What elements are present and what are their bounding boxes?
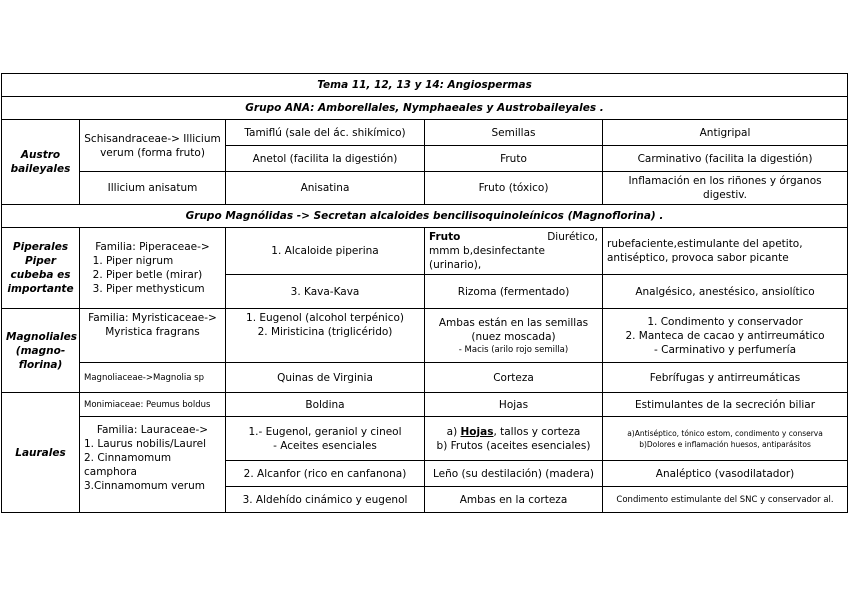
family-cell: Familia: Myristicaceae-> Myristica fragrans [80, 309, 226, 363]
use-cell: Febrífugas y antirreumáticas [603, 363, 848, 393]
part-cell: Fruto [425, 146, 603, 172]
use-cell: a)Antiséptico, tónico estom, condimento y conserva b)Dolores e inflamación huesos, antiparásitos [603, 417, 848, 461]
group-ana-header: Grupo ANA: Amborellales, Nymphaeales y Austrobaileyales . [2, 97, 848, 120]
part-cell: Corteza [425, 363, 603, 393]
family-cell: Familia: Lauraceae-> 1. Laurus nobilis/Laurel 2. Cinnamomum camphora 3.Cinnamomum verum [80, 417, 226, 513]
group-magnolidas-header: Grupo Magnólidas -> Secretan alcaloides bencilisoquinoleínicos (Magnoflorina) . [2, 205, 848, 228]
family-cell: Monimiaceae: Peumus boldus [80, 393, 226, 417]
compound-cell: 1. Eugenol (alcohol terpénico) 2. Miristicina (triglicérido) [226, 309, 425, 363]
compound-cell: 2. Alcanfor (rico en canfanona) [226, 461, 425, 487]
part-cell: Rizoma (fermentado) [425, 275, 603, 309]
angiospermas-table [1, 73, 848, 513]
part-cell: Ambas están en las semillas (nuez moscada) - Macis (arilo rojo semilla) [425, 309, 603, 363]
use-cell: Antigripal [603, 120, 848, 146]
order-austrobaileyales: Austro baileyales [2, 120, 80, 205]
part-cell: Ambas en la corteza [425, 487, 603, 513]
use-cell: Analgésico, anestésico, ansiolítico [603, 275, 848, 309]
part-cell: Fruto (tóxico) [425, 172, 603, 205]
compound-cell: Tamiflú (sale del ác. shikímico) [226, 120, 425, 146]
part-cell: Semillas [425, 120, 603, 146]
compound-cell: Boldina [226, 393, 425, 417]
compound-cell: 1. Alcaloide piperina [226, 228, 425, 275]
part-cell: a) Hojas, tallos y corteza b) Frutos (aceites esenciales) [425, 417, 603, 461]
page-title: Tema 11, 12, 13 y 14: Angiospermas [2, 74, 848, 97]
species-item: 1. Piper nigrum [106, 254, 221, 268]
use-cell: Analéptico (vasodilatador) [603, 461, 848, 487]
compound-cell: 1.- Eugenol, geraniol y cineol - Aceites esenciales [226, 417, 425, 461]
part-cell: Fruto Diurético, mmm b,desinfectante (urinario), [425, 228, 603, 275]
order-magnoliales: Magnoliales (magno- florina) [2, 309, 80, 393]
family-cell: Familia: Piperaceae-> 1. Piper nigrum 2. Piper betle (mirar) 3. Piper methysticum [80, 228, 226, 309]
part-cell: Leño (su destilación) (madera) [425, 461, 603, 487]
compound-cell: Anisatina [226, 172, 425, 205]
order-laurales: Laurales [2, 393, 80, 513]
part-cell: Hojas [425, 393, 603, 417]
family-cell: Magnoliaceae->Magnolia sp [80, 363, 226, 393]
use-cell: Estimulantes de la secreción biliar [603, 393, 848, 417]
species-item: 3. Piper methysticum [106, 282, 221, 296]
use-cell: rubefaciente,estimulante del apetito, antiséptico, provoca sabor picante [603, 228, 848, 275]
compound-cell: 3. Kava-Kava [226, 275, 425, 309]
compound-cell: Anetol (facilita la digestión) [226, 146, 425, 172]
use-cell: Carminativo (facilita la digestión) [603, 146, 848, 172]
use-cell: 1. Condimento y conservador 2. Manteca de cacao y antirreumático - Carminativo y perfumería [603, 309, 848, 363]
species-item: 2. Piper betle (mirar) [106, 268, 221, 282]
family-cell: Schisandraceae-> Illicium verum (forma fruto) [80, 120, 226, 172]
compound-cell: Quinas de Virginia [226, 363, 425, 393]
family-cell: Illicium anisatum [80, 172, 226, 205]
compound-cell: 3. Aldehído cinámico y eugenol [226, 487, 425, 513]
use-cell: Condimento estimulante del SNC y conservador al. [603, 487, 848, 513]
use-cell: Inflamación en los riñones y órganos digestiv. [603, 172, 848, 205]
order-piperales: Piperales Piper cubeba es importante [2, 228, 80, 309]
